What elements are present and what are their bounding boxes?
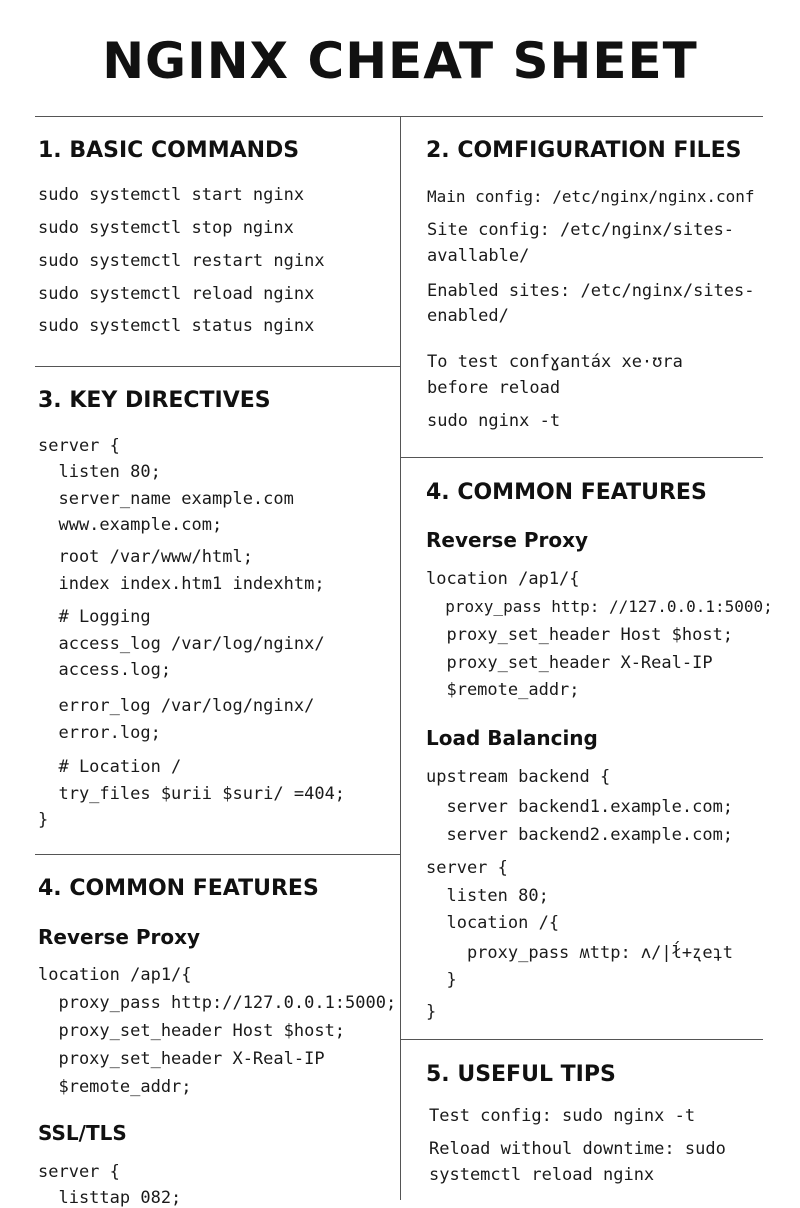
right-divider-2 [400,1039,763,1040]
configuration-files-heading: 2. COMFIGURATION FILES [426,138,742,163]
left-proxy-line: proxy_set_header X-Real-IP [38,1049,325,1069]
ssl-line: server { [38,1162,120,1182]
left-divider-1 [35,366,400,367]
directive-line: server { [38,436,120,456]
basic-commands-heading: 1. BASIC COMMANDS [38,138,300,163]
key-directives-heading: 3. KEY DIRECTIVES [38,388,271,413]
tip-line: Reload withoul downtime: sudo [429,1139,726,1159]
basic-command-line: sudo systemctl restart nginx [38,251,325,271]
left-divider-2 [35,854,400,855]
ssl-line: listtap 082; [38,1188,182,1208]
directive-line: index index.htm1 indexhtm; [38,574,325,594]
lb-server-line: } [426,1002,437,1022]
left-proxy-line: proxy_set_header Host $host; [38,1021,346,1041]
upstream-line: server backend1.example.com; [426,797,734,817]
right-proxy-line: proxy_set_header Host $host; [426,625,734,645]
column-divider [400,116,401,1200]
basic-command-line: sudo systemctl start nginx [38,185,305,205]
lb-server-line: } [426,970,457,990]
ssl-tls-heading: SSL/TLS [38,1121,127,1145]
test-note-line: before reload [427,378,561,398]
directive-line: root /var/www/html; [38,547,253,567]
left-proxy-line: location /ap1/{ [38,965,192,985]
directive-line: # Location / [38,757,182,777]
right-proxy-line: location /ap1/{ [426,569,580,589]
directive-line: access_log /var/log/nginx/ [38,634,325,654]
top-divider [35,116,763,117]
basic-command-line: sudo systemctl status nginx [38,316,315,336]
test-command-line: sudo nginx -t [427,411,561,431]
directive-line: } [38,810,49,830]
right-proxy-line: $remote_addr; [426,680,580,700]
upstream-line: upstream backend { [426,767,611,787]
right-proxy-line: proxy_set_header X-Real-IP [426,653,713,673]
right-reverse-proxy-heading: Reverse Proxy [426,528,589,552]
left-common-features-heading: 4. COMMON FEATURES [38,876,319,901]
lb-server-line: listen 80; [426,886,549,906]
basic-command-line: sudo systemctl stop nginx [38,218,294,238]
directive-line: error.log; [38,723,161,743]
site-config-line: Site config: /etc/nginx/sites- [427,220,735,240]
directive-line: listen 80; [38,462,161,482]
left-proxy-line: proxy_pass http://127.0.0.1:5000; [38,993,397,1013]
left-reverse-proxy-heading: Reverse Proxy [38,925,201,949]
basic-command-line: sudo systemctl reload nginx [38,284,315,304]
directive-line: # Logging [38,607,151,627]
directive-line: www.example.com; [38,515,223,535]
left-proxy-line: $remote_addr; [38,1077,192,1097]
page-title: NGINX CHEAT SHEET [102,32,698,90]
enabled-sites-line: enabled/ [427,306,509,326]
directive-line: access.log; [38,660,172,680]
enabled-sites-line: Enabled sites: /etc/nginx/sites- [427,281,755,301]
upstream-line: server backend2.example.com; [426,825,734,845]
test-note-line: To test confɣantáx xe·ʊra [427,352,683,372]
right-divider-1 [400,457,763,458]
tip-line: systemctl reload nginx [429,1165,655,1185]
right-proxy-line: proxy_pass http: //127.0.0.1:5000; [426,597,773,616]
useful-tips-heading: 5. USEFUL TIPS [426,1062,616,1087]
lb-server-line: location /{ [426,913,560,933]
lb-server-line: proxy_pass ʍttp: ʌ/|ł́+ʐeʇt [426,943,734,963]
main-config-line: Main config: /etc/nginx/nginx.conf [427,187,755,206]
right-common-features-heading: 4. COMMON FEATURES [426,480,707,505]
site-config-line: avallable/ [427,246,530,266]
directive-line: try_files $urii $suri/ =404; [38,784,346,804]
directive-line: server_name example.com [38,489,294,509]
directive-line: error_log /var/log/nginx/ [38,696,315,716]
tip-line: Test config: sudo nginx -t [429,1106,696,1126]
load-balancing-heading: Load Balancing [426,726,598,750]
lb-server-line: server { [426,858,508,878]
